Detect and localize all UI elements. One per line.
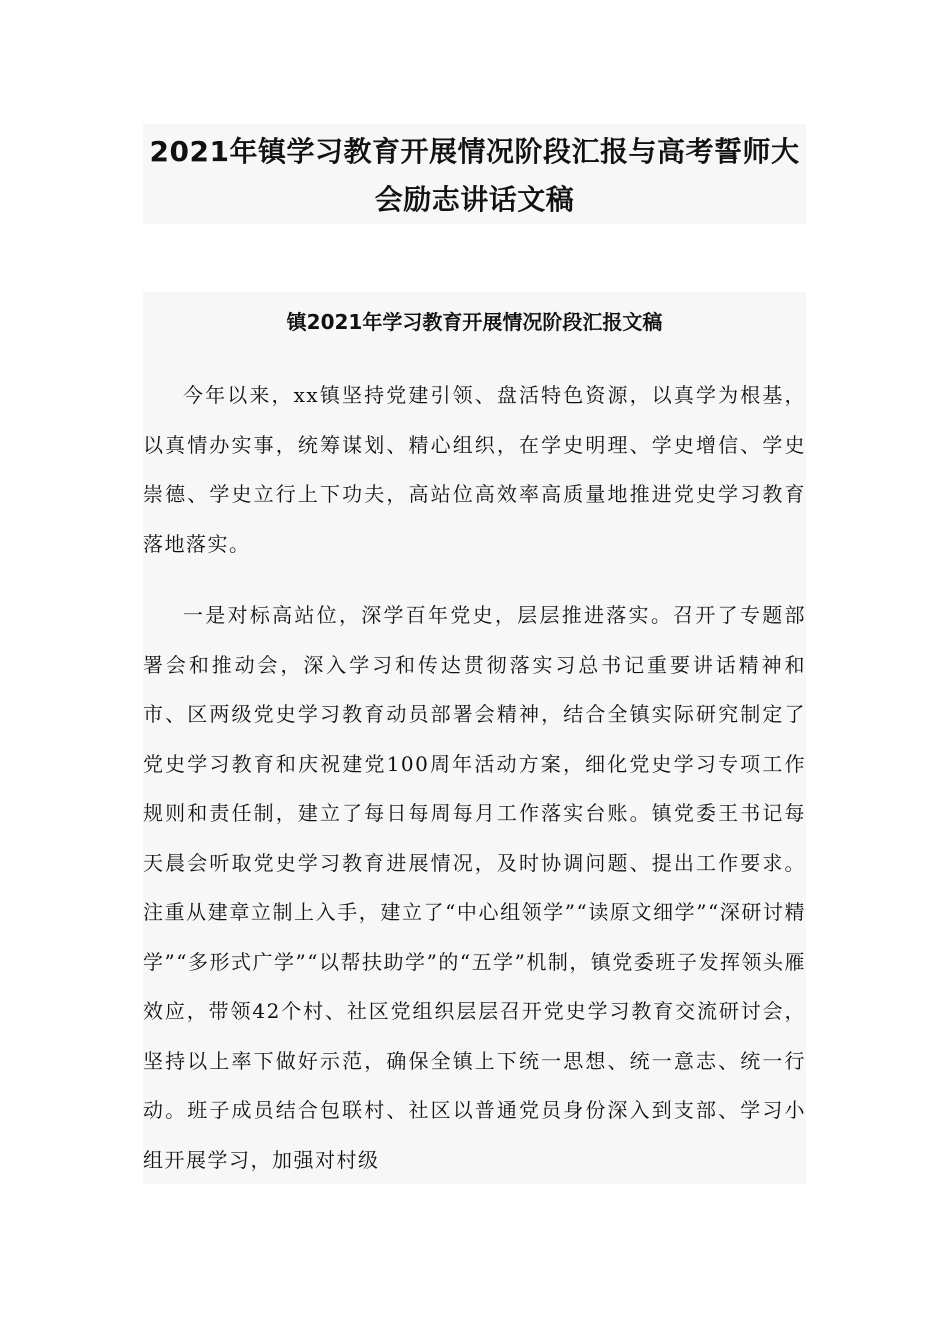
title-block — [143, 124, 806, 224]
paragraph-intro: 今年以来，xx镇坚持党建引领、盘活特色资源，以真学为根基，以真情办实事，统筹谋划、精心组织，在学史明理、学史增信、学史崇德、学史立行上下功夫，高站位高效率高质量地推进党史学习教育落地落实。 — [143, 383, 806, 556]
body-block — [143, 292, 806, 1184]
section-subtitle: 镇2021年学习教育开展情况阶段汇报文稿 — [286, 310, 663, 334]
document-title: 2021年镇学习教育开展情况阶段汇报与高考誓师大会励志讲话文稿 — [149, 135, 800, 216]
paragraph-point-one: 一是对标高站位，深学百年党史，层层推进落实。召开了专题部署会和推动会，深入学习和传达贯彻落实习总书记重要讲话精神和市、区两级党史学习教育动员部署会精神，结合全镇实际研究制定了党史学习教育和庆祝建党100周年活动方案，细化党史学习专项工作规则和责任制，建立了每日每周每月工作落实台账。镇党委王书记每天晨会听取党史学习教育进展情况，及时协调问题、提出工作要求。注重从建章立制上入手，建立了“中心组领学”“读原文细学”“深研讨精学”“多形式广学”“以帮扶助学”的“五学”机制，镇党委班子发挥领头雁效应，带领42个村、社区党组织层层召开党史学习教育交流研讨会，坚持以上率下做好示范，确保全镇上下统一思想、统一意志、统一行动。班子成员结合包联村、社区以普通党员身份深入到支部、学习小组开展学习，加强对村级 — [143, 603, 806, 1172]
